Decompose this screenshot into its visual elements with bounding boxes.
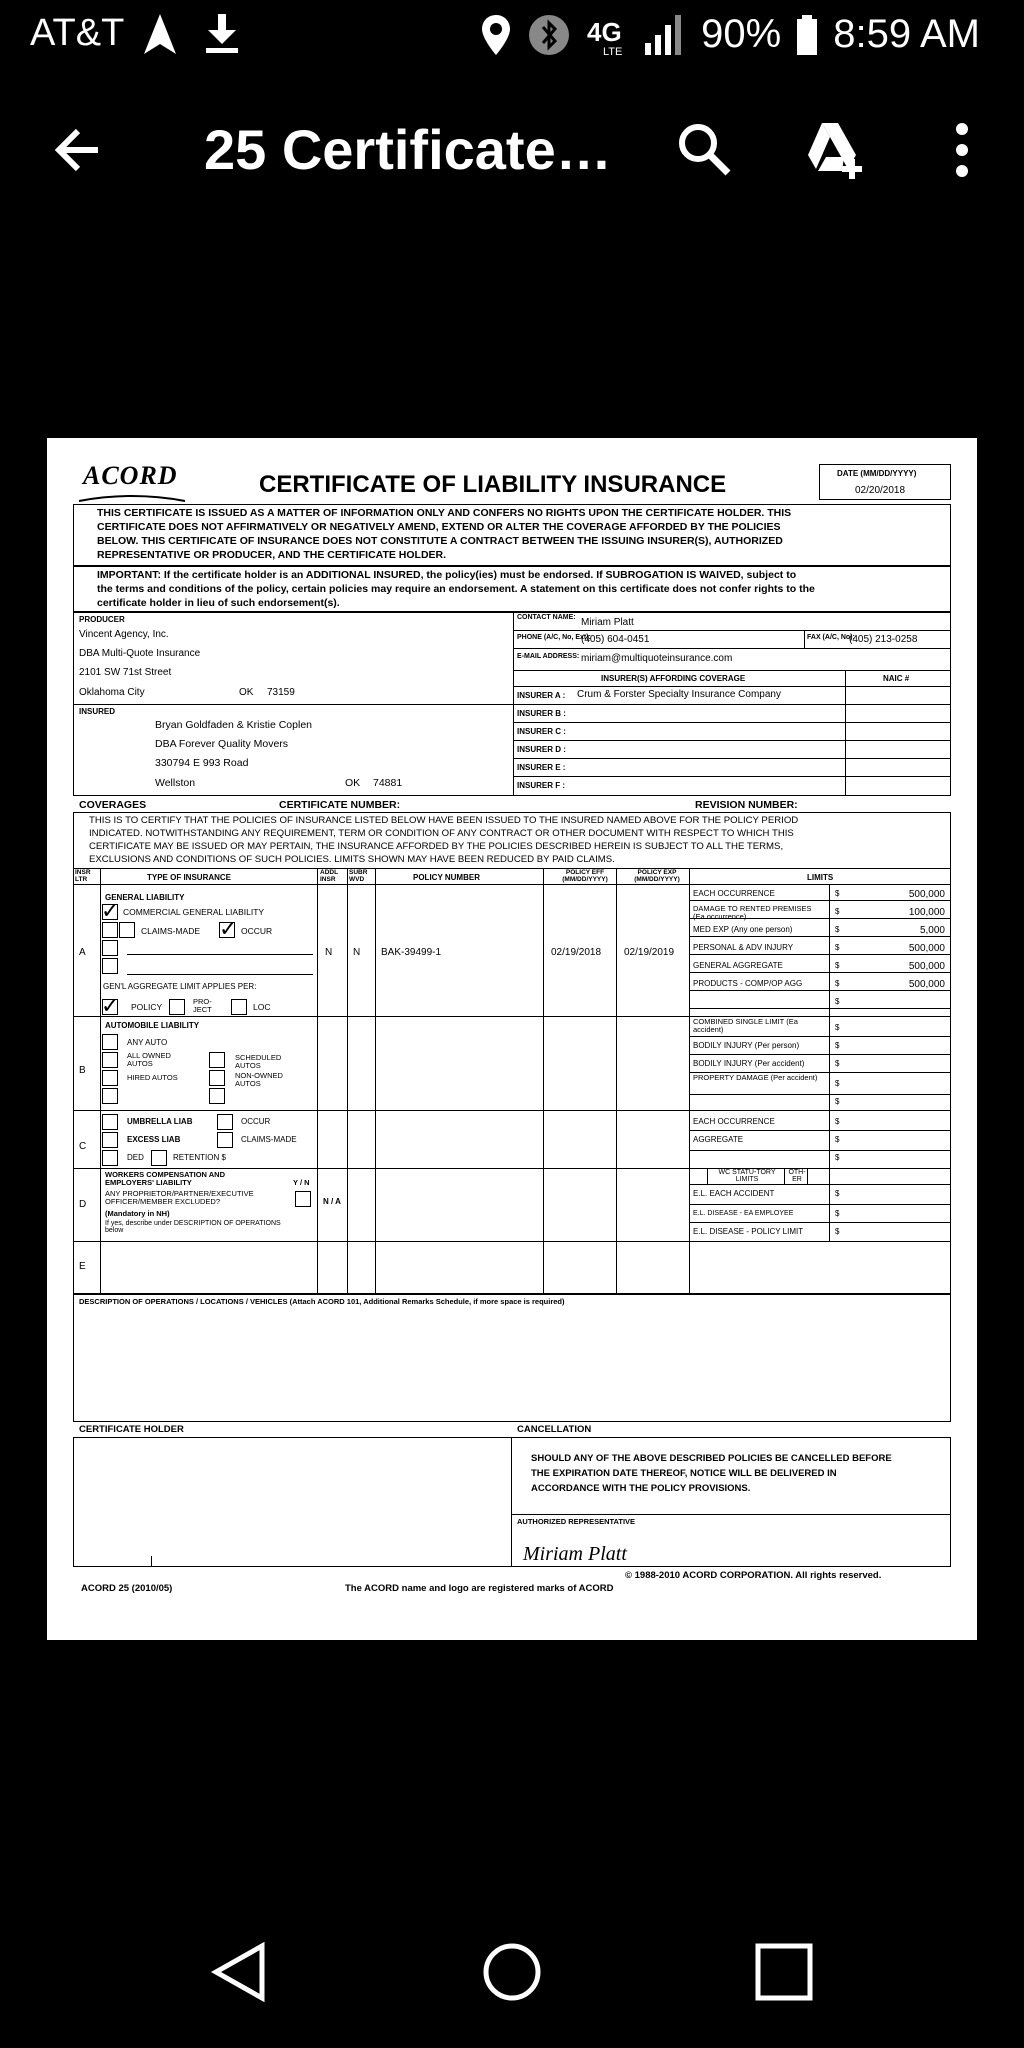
producer-line: Vincent Agency, Inc.: [79, 629, 169, 640]
date-label: DATE (MM/DD/YYYY): [837, 469, 917, 478]
bluetooth-icon: [527, 13, 571, 57]
limit-value: 500,000: [908, 889, 945, 900]
insured-line: DBA Forever Quality Movers: [155, 738, 289, 750]
insured-label: INSURED: [79, 707, 116, 716]
auth-rep-label: AUTHORIZED REPRESENTATIVE: [517, 1517, 636, 1526]
certificate-title: CERTIFICATE OF LIABILITY INSURANCE: [259, 471, 727, 498]
add-to-drive-icon[interactable]: [800, 115, 870, 185]
insured-state: OK: [345, 777, 361, 789]
phone-label: PHONE (A/C, No, Ext):: [517, 634, 591, 641]
search-icon[interactable]: [670, 115, 740, 185]
auto-ltr: B: [79, 1065, 86, 1076]
wc-proprietor-label: ANY PROPRIETOR/PARTNER/EXECUTIVE OFFICER/MEMBER EXCLUDED?: [105, 1189, 254, 1206]
svg-text:LTE: LTE: [603, 45, 623, 57]
project-label: PRO-JECT: [193, 997, 212, 1014]
wc-describe-label: If yes, describe under DESCRIPTION OF OPERATIONS below: [105, 1220, 281, 1234]
umbrella-ltr: C: [79, 1141, 87, 1152]
claims-made-label: CLAIMS-MADE: [141, 926, 201, 936]
policy-label: POLICY: [131, 1002, 163, 1012]
dollar-sign: $: [835, 997, 840, 1006]
phone-value: (405) 604-0451: [581, 634, 650, 645]
naic-header: NAIC #: [883, 674, 910, 683]
notice-line: CERTIFICATE DOES NOT AFFIRMATIVELY OR NEGATIVELY AMEND, EXTEND OR ALTER THE COVERAGE AFFORDED BY THE POLICIES: [97, 521, 781, 533]
notice-line: REPRESENTATIVE OR PRODUCER, AND THE CERTIFICATE HOLDER.: [97, 549, 447, 561]
limit-label: GENERAL AGGREGATE: [693, 961, 783, 970]
coverages-label: COVERAGES: [79, 799, 147, 811]
dollar-sign: $: [835, 1023, 840, 1032]
navigation-arrow-icon: [140, 12, 180, 56]
e-ltr: E: [79, 1261, 86, 1272]
battery-icon: [795, 13, 819, 57]
loc-checkbox: [231, 999, 247, 1015]
umbrella-occur-checkbox: [217, 1114, 233, 1130]
certify-line: INDICATED. NOTWITHSTANDING ANY REQUIREMENT, TERM OR CONDITION OF ANY CONTRACT OR OTHER DOCUMENT WITH RESPECT TO WHICH THIS: [89, 828, 794, 839]
app-bar: [0, 95, 1024, 205]
producer-state: OK: [239, 687, 254, 698]
registered-marks: The ACORD name and logo are registered marks of ACORD: [345, 1583, 614, 1594]
dollar-sign: $: [835, 979, 840, 988]
notice-line: BELOW. THIS CERTIFICATE OF INSURANCE DOES NOT CONSTITUTE A CONTRACT BETWEEN THE ISSUING INSURER(S), AUTHORIZED: [97, 535, 783, 547]
producer-city: Oklahoma City: [79, 687, 145, 698]
form-id: ACORD 25 (2010/05): [81, 1583, 173, 1594]
gl-blank-checkbox: [102, 922, 118, 938]
all-owned-checkbox: [102, 1052, 118, 1068]
insurer-label: INSURER E :: [517, 763, 566, 772]
gl-commercial-label: COMMERCIAL GENERAL LIABILITY: [123, 907, 265, 917]
email-label: E-MAIL ADDRESS:: [517, 653, 580, 660]
dollar-sign: $: [835, 1117, 840, 1126]
retention-label: RETENTION $: [173, 1153, 226, 1162]
document-page: [47, 438, 977, 1640]
limit-label: E.L. DISEASE - POLICY LIMIT: [693, 1227, 804, 1236]
col-subr: SUBR WVD: [349, 869, 368, 883]
non-owned-label: NON-OWNED AUTOS: [235, 1071, 283, 1088]
insurers-header: INSURER(S) AFFORDING COVERAGE: [601, 674, 746, 683]
cancellation-line: ACCORDANCE WITH THE POLICY PROVISIONS.: [531, 1483, 751, 1494]
limit-label: DAMAGE TO RENTED PREMISES (Ea occurrence): [693, 904, 812, 921]
limit-value: 100,000: [908, 907, 945, 918]
dollar-sign: $: [835, 889, 840, 898]
certify-line: CERTIFICATE MAY BE ISSUED OR MAY PERTAIN, THE INSURANCE AFFORDED BY THE POLICIES DESCRIBED HEREIN IS SUBJECT TO ALL THE TERMS,: [89, 841, 784, 852]
any-auto-checkbox: [102, 1034, 118, 1050]
dollar-sign: $: [835, 1079, 840, 1088]
umbrella-claims-made-checkbox: [217, 1132, 233, 1148]
aggregate-applies-label: GEN'L AGGREGATE LIMIT APPLIES PER:: [103, 982, 257, 991]
back-nav-icon[interactable]: [208, 1940, 272, 2004]
recents-nav-icon[interactable]: [752, 1940, 816, 2004]
limit-label: PROPERTY DAMAGE (Per accident): [693, 1073, 818, 1082]
insured-zip: 74881: [373, 777, 403, 789]
col-eff: POLICY EFF (MM/DD/YYYY): [562, 869, 608, 883]
dollar-sign: $: [835, 961, 840, 970]
acord-logo: ACORD: [83, 461, 178, 490]
wc-na: N / A: [323, 1197, 341, 1206]
insured-line: Bryan Goldfaden & Kristie Coplen: [155, 719, 313, 731]
dollar-sign: $: [835, 943, 840, 952]
svg-text:4G: 4G: [587, 16, 622, 47]
dollar-sign: $: [835, 1189, 840, 1198]
dollar-sign: $: [835, 1209, 840, 1218]
dollar-sign: $: [835, 1153, 840, 1162]
navigation-bar: [0, 1900, 1024, 2048]
fax-value: (405) 213-0258: [849, 634, 918, 645]
dollar-sign: $: [835, 1059, 840, 1068]
claims-made-checkbox: [119, 922, 135, 938]
umbrella-claims-made-label: CLAIMS-MADE: [241, 1135, 297, 1144]
producer-label: PRODUCER: [79, 615, 125, 624]
insurer-label: INSURER C :: [517, 727, 566, 736]
gl-blank-checkbox: [102, 958, 118, 974]
dollar-sign: $: [835, 925, 840, 934]
all-owned-label: ALL OWNED AUTOS: [127, 1051, 171, 1068]
signature: Miriam Platt: [523, 1543, 627, 1565]
certify-line: THIS IS TO CERTIFY THAT THE POLICIES OF INSURANCE LISTED BELOW HAVE BEEN ISSUED TO THE INSURED NAMED ABOVE FOR THE POLICY PERIOD: [89, 815, 799, 826]
cert-number-label: CERTIFICATE NUMBER:: [279, 799, 401, 811]
limit-label: BODILY INJURY (Per accident): [693, 1059, 805, 1068]
auto-blank-checkbox: [209, 1088, 225, 1104]
producer-zip: 73159: [267, 687, 295, 698]
dollar-sign: $: [835, 907, 840, 916]
cancellation-line: SHOULD ANY OF THE ABOVE DESCRIBED POLICIES BE CANCELLED BEFORE: [531, 1453, 892, 1464]
battery-percent: 90%: [701, 12, 782, 56]
gl-exp-date: 02/19/2019: [624, 947, 675, 958]
dollar-sign: $: [835, 1227, 840, 1236]
copyright: © 1988-2010 ACORD CORPORATION. All rights reserved.: [625, 1570, 882, 1581]
notice-line: THIS CERTIFICATE IS ISSUED AS A MATTER OF INFORMATION ONLY AND CONFERS NO RIGHTS UPON THE CERTIFICATE HOLDER. THIS: [97, 507, 792, 519]
download-icon: [202, 12, 242, 56]
4g-lte-icon: [585, 13, 629, 57]
contact-name: Miriam Platt: [581, 617, 634, 628]
col-limits: LIMITS: [807, 873, 834, 882]
limit-label: BODILY INJURY (Per person): [693, 1041, 800, 1050]
limit-label: PRODUCTS - COMP/OP AGG: [693, 979, 803, 988]
certify-line: EXCLUSIONS AND CONDITIONS OF SUCH POLICIES. LIMITS SHOWN MAY HAVE BEEN REDUCED BY PAID CLAIMS.: [89, 854, 615, 865]
cancellation-line: THE EXPIRATION DATE THEREOF, NOTICE WILL BE DELIVERED IN: [531, 1468, 837, 1479]
email-value: miriam@multiquoteinsurance.com: [581, 653, 733, 664]
carrier-label: AT&T: [30, 12, 125, 54]
limit-value: 500,000: [908, 943, 945, 954]
wc-excluded-checkbox: [295, 1191, 311, 1207]
excess-checkbox: [102, 1132, 118, 1148]
producer-line: DBA Multi-Quote Insurance: [79, 648, 201, 659]
signal-icon: [643, 13, 687, 57]
dollar-sign: $: [835, 1041, 840, 1050]
home-nav-icon[interactable]: [480, 1940, 544, 2004]
hired-autos-checkbox: [102, 1070, 118, 1086]
insurer-a-name: Crum & Forster Specialty Insurance Company: [577, 689, 781, 700]
revision-number-label: REVISION NUMBER:: [695, 799, 798, 811]
insurer-label: INSURER F :: [517, 781, 565, 790]
description-label: DESCRIPTION OF OPERATIONS / LOCATIONS / VEHICLES (Attach ACORD 101, Additional Remarks Schedule, if more space is required): [79, 1297, 565, 1306]
col-addl: ADDL INSR: [320, 869, 338, 883]
back-arrow-icon[interactable]: [46, 115, 116, 185]
limit-value: 5,000: [919, 925, 945, 936]
any-auto-label: ANY AUTO: [127, 1038, 168, 1047]
limit-label: EACH OCCURRENCE: [693, 889, 775, 898]
limit-label: PERSONAL & ADV INJURY: [693, 943, 794, 952]
wc-other-label: OTH-ER: [788, 1169, 806, 1183]
check-mark-icon: ✓: [219, 916, 238, 941]
holder-label: CERTIFICATE HOLDER: [79, 1424, 184, 1435]
wc-ltr: D: [79, 1199, 87, 1210]
clock: 8:59 AM: [833, 12, 980, 56]
umbrella-label: UMBRELLA LIAB: [127, 1117, 193, 1126]
more-options-icon[interactable]: [927, 115, 997, 185]
wc-mandatory-label: (Mandatory in NH): [105, 1209, 170, 1218]
limit-label: EACH OCCURRENCE: [693, 1117, 775, 1126]
date-value: 02/20/2018: [855, 485, 906, 496]
gl-ltr: A: [79, 947, 86, 958]
dollar-sign: $: [835, 1135, 840, 1144]
limit-label: AGGREGATE: [693, 1135, 744, 1144]
insurer-label: INSURER B :: [517, 709, 566, 718]
limit-value: 500,000: [908, 961, 945, 972]
check-mark-icon: ✓: [101, 898, 120, 923]
scheduled-label: SCHEDULED AUTOS: [235, 1053, 282, 1070]
limit-label: E.L. DISEASE - EA EMPLOYEE: [693, 1210, 794, 1217]
scheduled-checkbox: [209, 1052, 225, 1068]
umbrella-checkbox: [102, 1114, 118, 1130]
auto-title: AUTOMOBILE LIABILITY: [105, 1021, 200, 1030]
hired-autos-label: HIRED AUTOS: [127, 1073, 178, 1082]
limit-label: E.L. EACH ACCIDENT: [693, 1189, 775, 1198]
loc-label: LOC: [253, 1002, 271, 1012]
gl-eff-date: 02/19/2018: [551, 947, 602, 958]
gl-policy-number: BAK-39499-1: [381, 947, 442, 958]
cancellation-label: CANCELLATION: [517, 1424, 592, 1435]
auto-blank-checkbox: [102, 1088, 118, 1104]
check-mark-icon: ✓: [101, 993, 120, 1018]
insured-line: 330794 E 993 Road: [155, 757, 249, 769]
important-line: IMPORTANT: If the certificate holder is an ADDITIONAL INSURED, the policy(ies) must be endorsed. If SUBROGATION IS WAIVED, subject to: [97, 569, 797, 581]
fax-label: FAX (A/C, No):: [807, 634, 855, 641]
limit-label: MED EXP (Any one person): [693, 925, 793, 934]
dollar-sign: $: [835, 1097, 840, 1106]
producer-line: 2101 SW 71st Street: [79, 667, 172, 678]
status-bar: [0, 0, 1024, 70]
insured-city: Wellston: [155, 777, 196, 789]
ded-label: DED: [127, 1153, 144, 1162]
col-exp: POLICY EXP (MM/DD/YYYY): [634, 869, 680, 883]
umbrella-occur-label: OCCUR: [241, 1117, 271, 1126]
wc-yn-label: Y / N: [293, 1178, 310, 1187]
insurer-label: INSURER D :: [517, 745, 566, 754]
limit-label: COMBINED SINGLE LIMIT (Ea accident): [693, 1017, 798, 1034]
col-insr-ltr: INSR LTR: [75, 869, 91, 883]
excess-label: EXCESS LIAB: [127, 1135, 181, 1144]
gl-title: GENERAL LIABILITY: [105, 893, 185, 902]
project-checkbox: [169, 999, 185, 1015]
location-icon: [479, 13, 513, 57]
wc-title: WORKERS COMPENSATION AND EMPLOYERS' LIABILITY: [105, 1170, 225, 1187]
contact-name-label: CONTACT NAME:: [517, 614, 576, 621]
insurer-label: INSURER A :: [517, 691, 566, 700]
wc-statutory-label: WC STATU-TORY LIMITS: [718, 1169, 776, 1183]
gl-subr: N: [353, 947, 361, 958]
gl-blank-checkbox: [102, 940, 118, 956]
important-line: certificate holder in lieu of such endorsement(s).: [97, 597, 340, 609]
col-policy-number: POLICY NUMBER: [413, 873, 480, 882]
retention-checkbox: [151, 1150, 167, 1166]
col-type: TYPE OF INSURANCE: [147, 873, 232, 882]
limit-value: 500,000: [908, 979, 945, 990]
status-right: [479, 12, 980, 57]
important-line: the terms and conditions of the policy, certain policies may require an endorsement. A statement on this certificate does not confer rights to the: [97, 583, 815, 595]
occur-label: OCCUR: [241, 926, 273, 936]
non-owned-checkbox: [209, 1070, 225, 1086]
document-title: 25 Certificate…: [204, 118, 612, 181]
gl-addl: N: [325, 947, 333, 958]
ded-checkbox: [102, 1150, 118, 1166]
description-box: [73, 1294, 951, 1422]
